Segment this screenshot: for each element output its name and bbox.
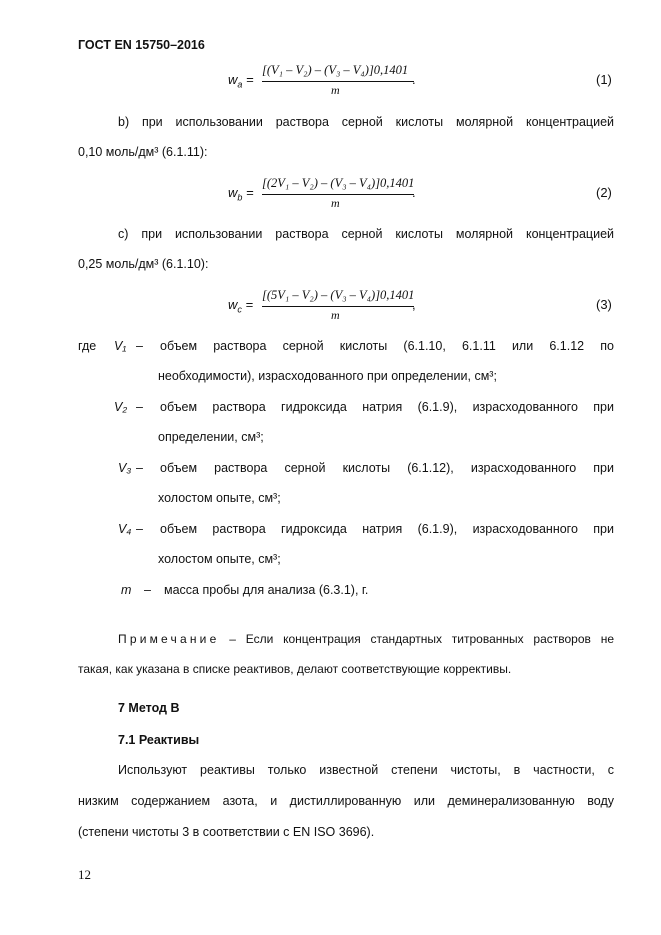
reagents-text-line1: Используют реактивы только известной степени чистоты, в частности, с <box>118 763 614 777</box>
definition-m <box>78 575 614 605</box>
definition-v4 <box>78 514 614 544</box>
formula-punctuation: , <box>412 297 416 312</box>
formula-punctuation: . <box>412 72 416 87</box>
definition-text: объем раствора гидроксида натрия (6.1.9), израсходованного при <box>160 522 614 536</box>
dash: – <box>136 339 143 353</box>
formula-denominator: m <box>331 83 340 97</box>
reagents-text-line2: низким содержанием азота, и дистиллированную или деминерализованную воду <box>78 794 614 808</box>
definition-v3-continuation: холостом опыте, см³; <box>158 491 281 505</box>
section-heading-reagents: 7.1 Реактивы <box>118 733 200 747</box>
note-text-line1: – Если концентрация стандартных титрованных растворов не <box>229 632 614 646</box>
note-text-line2: такая, как указана в списке реактивов, делают соответствующие коррективы. <box>78 662 512 676</box>
document-header: ГОСТ EN 15750–2016 <box>78 38 205 52</box>
fraction-bar <box>262 81 414 82</box>
formula-denominator: m <box>331 196 340 210</box>
equation-number-2: (2) <box>596 185 612 200</box>
formula-lhs: $w_c$ = <box>228 297 254 315</box>
formula-lhs: $w_a$ = <box>228 72 254 90</box>
page-number: 12 <box>78 867 91 882</box>
formula-2 <box>228 176 428 216</box>
symbol-v4: V₄ <box>118 522 132 536</box>
formula-3 <box>228 288 428 328</box>
definition-v1-continuation: необходимости), израсходованного при определении, см³; <box>158 369 497 383</box>
definition-v3 <box>78 453 614 483</box>
definition-text: объем раствора гидроксида натрия (6.1.9), израсходованного при <box>160 400 614 414</box>
paragraph-b-line1: b) при использовании раствора серной кислоты молярной концентрацией <box>118 115 614 129</box>
formula-punctuation: . <box>412 185 416 200</box>
symbol-v3: V₃ <box>118 461 132 475</box>
dash: – <box>136 461 143 475</box>
note-label: Примечание <box>118 632 220 646</box>
equation-number-1: (1) <box>596 72 612 87</box>
definition-text: масса пробы для анализа (6.3.1), г. <box>164 583 369 597</box>
symbol-m: m <box>121 583 132 597</box>
symbol-v2: V₂ <box>114 400 128 414</box>
paragraph-b-line2: 0,10 моль/дм³ (6.1.11): <box>78 145 208 159</box>
formula-denominator: m <box>331 308 340 322</box>
formula-1 <box>228 63 428 103</box>
formula-numerator: [(5V₁ – V₂) – (V₃ – V₄)]0,1401 <box>262 288 415 302</box>
definition-text: объем раствора серной кислоты (6.1.12), израсходованного при <box>160 461 614 475</box>
fraction-bar <box>262 306 414 307</box>
definition-v1 <box>78 331 614 361</box>
equation-number-3: (3) <box>596 297 612 312</box>
fraction-bar <box>262 194 414 195</box>
definition-v4-continuation: холостом опыте, см³; <box>158 552 281 566</box>
definition-v2-continuation: определении, см³; <box>158 430 264 444</box>
definition-text: объем раствора серной кислоты (6.1.10, 6.1.11 или 6.1.12 по <box>160 339 614 353</box>
dash: – <box>136 522 143 536</box>
paragraph-c-line2: 0,25 моль/дм³ (6.1.10): <box>78 257 209 271</box>
where-label: где <box>78 339 97 353</box>
dash: – <box>144 583 151 597</box>
dash: – <box>136 400 143 414</box>
symbol-v1: V₁ <box>114 339 127 353</box>
note <box>118 624 614 654</box>
formula-numerator: [(2V₁ – V₂) – (V₃ – V₄)]0,1401 <box>262 176 415 190</box>
reagents-text-line3: (степени чистоты 3 в соответствии с EN ISO 3696). <box>78 825 375 839</box>
formula-numerator: [(V₁ – V₂) – (V₃ – V₄)]0,1401 <box>262 63 409 77</box>
formula-lhs: $w_b$ = <box>228 185 254 203</box>
paragraph-c-line1: с) при использовании раствора серной кислоты молярной концентрацией <box>118 227 614 241</box>
section-heading-method: 7 Метод В <box>118 701 180 715</box>
definition-v2 <box>78 392 614 422</box>
